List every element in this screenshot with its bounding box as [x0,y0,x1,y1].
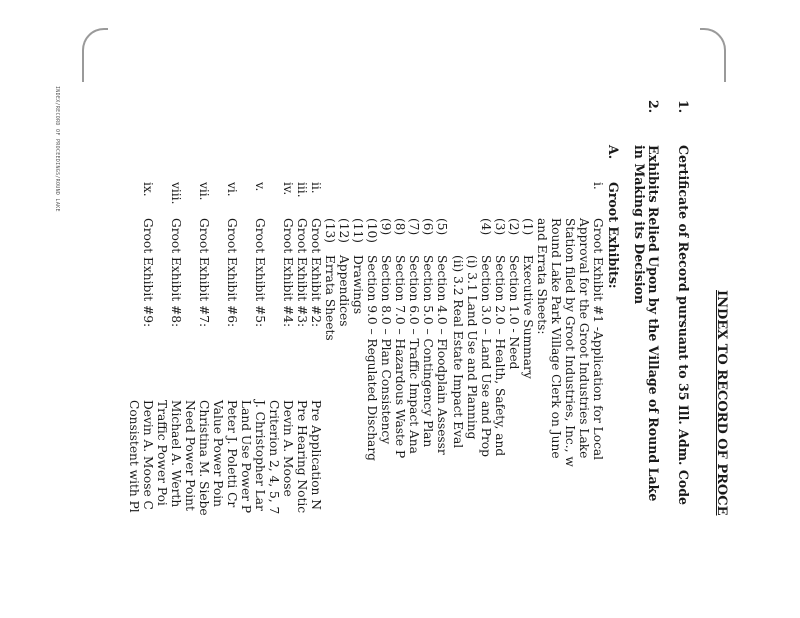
document-title: INDEX TO RECORD OF PROCE [714,290,729,516]
exhibit-1-item-number: (10) [365,218,379,244]
subsection-a-title: Groot Exhibits: [606,182,621,289]
exhibit-description: Devin A. Moose C [141,400,155,510]
section-2-number: 2. [646,100,661,114]
exhibit-1-item-text: Section 8.0 – Plan Consistency [379,255,393,445]
exhibit-description: J. Christopher Lar [253,400,267,511]
exhibit-1-desc-line: Approval for the Groot Industries Lake [577,218,591,459]
section-2-heading-line1: Exhibits Relied Upon by the Village of Round Lake [646,145,661,502]
exhibit-number: vi. [225,182,239,197]
exhibit-description: Land Use Power P [239,400,253,514]
exhibit-label: Groot Exhibit #8: [169,218,183,328]
exhibit-1-desc-line: Round Lake Park Village Clerk on June [549,218,563,459]
exhibit-number: ix. [141,182,155,197]
exhibit-label: Groot Exhibit #7: [197,218,211,328]
margin-stamp-text: INDEX/RECORD OF PROCEEDINGS/ROUND LAKE [54,86,60,212]
exhibit-1-item-text: Section 7.0 – Hazardous Waste P [393,255,407,459]
exhibit-1-item-text: Section 9.0 – Regulated Discharg [365,255,379,461]
exhibit-label: Groot Exhibit #2: [309,218,323,328]
subsection-a-letter: A. [606,145,621,160]
exhibit-number: iv. [281,182,295,196]
exhibit-label: Groot Exhibit #3: [295,218,309,328]
exhibit-description: Value Power Poin [211,400,225,507]
exhibit-1-item-number: (4) [479,218,493,236]
exhibit-1-item-number: (1) [521,218,535,236]
exhibit-number: iii. [295,182,309,198]
exhibit-1-item-number: (12) [337,218,351,244]
exhibit-1-item-number: (8) [393,218,407,236]
exhibit-description: Traffic Power Poi [155,400,169,506]
exhibit-description: Pre Application N [309,400,323,510]
section-1-number: 1. [676,100,691,114]
exhibit-1-item-text: Drawings [351,255,365,315]
exhibit-1-item-number: (3) [493,218,507,236]
exhibit-description: Criterion 2, 4, 5, 7 [267,400,281,515]
exhibit-label: Groot Exhibit #5: [253,218,267,328]
exhibit-1-item-number: (6) [421,218,435,236]
exhibit-1-item-text: Errata Sheets [323,255,337,341]
exhibit-description: Christina M. Siebe [197,400,211,516]
exhibit-1-item-text: Appendices [337,255,351,327]
exhibit-1-item-text: Section 5.0 – Contingency Plan [421,255,435,448]
exhibit-1-item-number: (13) [323,218,337,244]
exhibit-1-item-text: Section 4.0 – Floodplain Assessr [435,255,449,455]
exhibit-1-item-text: Executive Summary [521,255,535,379]
exhibit-1-item-number: (11) [351,218,365,244]
exhibit-number: ii. [309,182,323,194]
exhibit-number: viii. [169,182,183,205]
exhibit-label: Groot Exhibit #9: [141,218,155,328]
exhibit-description: Michael A. Werth [169,400,183,508]
rotated-document-page [68,100,728,618]
exhibit-label: Groot Exhibit #6: [225,218,239,328]
exhibit-1-desc-line: Groot Exhibit #1 -Application for Local [591,218,605,461]
exhibit-label: Groot Exhibit #4: [281,218,295,328]
exhibit-1-subitem-text: (i) 3.1 Land Use and Planning [465,255,479,440]
exhibit-1-subitem-text: (ii) 3.2 Real Estate Impact Eval [451,255,465,449]
exhibit-1-desc-line: Station filed by Groot Industries, Inc., w [563,218,577,467]
section-1-heading: Certificate of Record pursuant to 35 Ill. Adm. Code [676,145,691,506]
section-2-heading-line2: in Making its Decision [632,145,647,305]
exhibit-description: Need Power Point [183,400,197,511]
exhibit-description: Peter J. Poletti Cr [225,400,239,508]
exhibit-1-desc-line: and Errata Sheets: [535,218,549,335]
exhibit-description: Devin A. Moose [281,400,295,497]
exhibit-1-number: i. [591,182,605,190]
exhibit-1-item-number: (5) [435,218,449,236]
exhibit-number: v. [253,182,267,192]
exhibit-1-item-number: (9) [379,218,393,236]
exhibit-number: vii. [197,182,211,201]
exhibit-description: Pre Hearing Notic [295,400,309,514]
exhibit-1-item-text: Section 1.0 - Need [507,255,521,370]
exhibit-1-item-text: Section 3.0 – Land Use and Prop [479,255,493,457]
exhibit-1-item-text: Section 2.0 – Health, Safety, and [493,255,507,457]
exhibit-1-item-number: (2) [507,218,521,236]
exhibit-1-item-number: (7) [407,218,421,236]
exhibit-description: Consistent with Pl [127,400,141,513]
exhibit-1-item-text: Section 6.0 – Traffic Impact Ana [407,255,421,454]
